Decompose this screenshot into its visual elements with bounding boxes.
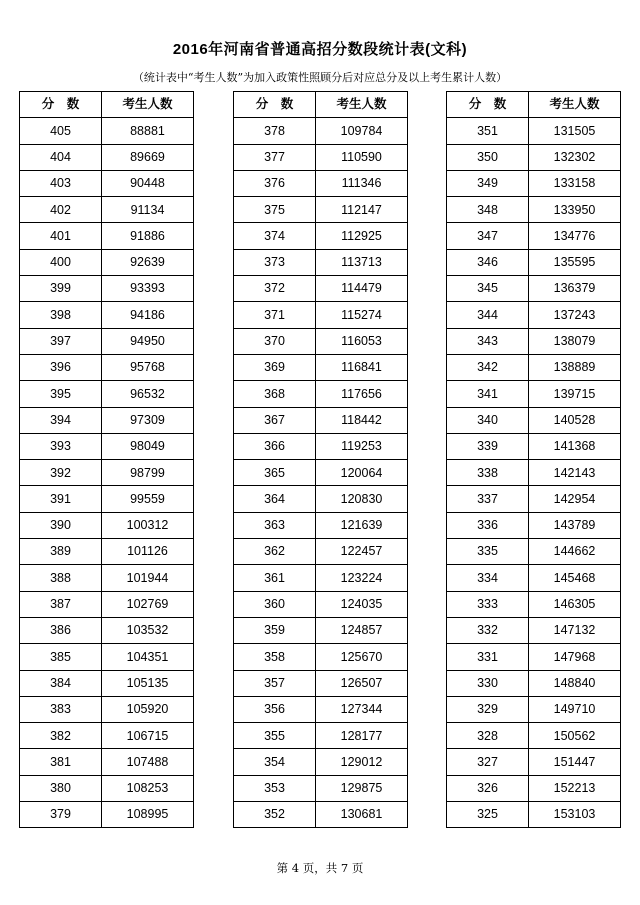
score-cell: 380 xyxy=(20,775,102,801)
score-cell: 384 xyxy=(20,670,102,696)
count-cell: 94950 xyxy=(102,328,194,354)
score-cell: 340 xyxy=(447,407,529,433)
table-header-row xyxy=(20,92,194,118)
score-cell: 377 xyxy=(234,144,316,170)
count-cell: 131505 xyxy=(529,118,621,144)
count-cell: 102769 xyxy=(102,591,194,617)
count-cell: 142143 xyxy=(529,460,621,486)
table-row xyxy=(20,249,194,275)
score-cell: 339 xyxy=(447,433,529,459)
table-row xyxy=(20,170,194,196)
score-cell: 403 xyxy=(20,170,102,196)
table-row xyxy=(234,381,408,407)
page-subtitle: （统计表中“考生人数”为加入政策性照顾分后对应总分及以上考生累计人数） xyxy=(132,71,508,84)
score-cell: 326 xyxy=(447,775,529,801)
score-cell: 363 xyxy=(234,512,316,538)
score-cell: 375 xyxy=(234,197,316,223)
table-row xyxy=(447,407,621,433)
count-cell: 141368 xyxy=(529,433,621,459)
count-cell: 135595 xyxy=(529,249,621,275)
score-cell: 341 xyxy=(447,381,529,407)
table-row xyxy=(20,144,194,170)
table-row xyxy=(447,144,621,170)
count-cell: 96532 xyxy=(102,381,194,407)
count-cell: 133158 xyxy=(529,170,621,196)
count-cell: 105920 xyxy=(102,696,194,722)
count-cell: 128177 xyxy=(316,723,408,749)
count-cell: 106715 xyxy=(102,723,194,749)
count-cell: 107488 xyxy=(102,749,194,775)
table-row xyxy=(447,696,621,722)
table-row xyxy=(447,723,621,749)
table-row xyxy=(20,617,194,643)
table-row xyxy=(447,670,621,696)
score-cell: 379 xyxy=(20,802,102,828)
table-row xyxy=(20,302,194,328)
count-cell: 93393 xyxy=(102,276,194,302)
table-row xyxy=(20,486,194,512)
count-cell: 117656 xyxy=(316,381,408,407)
table-row xyxy=(234,302,408,328)
table-row xyxy=(447,170,621,196)
count-cell: 110590 xyxy=(316,144,408,170)
score-cell: 397 xyxy=(20,328,102,354)
count-cell: 144662 xyxy=(529,539,621,565)
table-row xyxy=(20,512,194,538)
score-cell: 374 xyxy=(234,223,316,249)
score-cell: 344 xyxy=(447,302,529,328)
table-row xyxy=(20,197,194,223)
score-cell: 360 xyxy=(234,591,316,617)
count-cell: 113713 xyxy=(316,249,408,275)
table-row xyxy=(20,407,194,433)
table-row xyxy=(447,118,621,144)
table-row xyxy=(234,617,408,643)
count-cell: 104351 xyxy=(102,644,194,670)
count-cell: 97309 xyxy=(102,407,194,433)
score-cell: 373 xyxy=(234,249,316,275)
table-row xyxy=(234,565,408,591)
score-header: 分 数 xyxy=(234,92,316,118)
table-row xyxy=(20,354,194,380)
table-row xyxy=(20,644,194,670)
count-cell: 133950 xyxy=(529,197,621,223)
count-header: 考生人数 xyxy=(529,92,621,118)
table-row xyxy=(447,460,621,486)
table-row xyxy=(234,749,408,775)
score-header: 分 数 xyxy=(20,92,102,118)
score-cell: 335 xyxy=(447,539,529,565)
table-row xyxy=(234,433,408,459)
count-cell: 130681 xyxy=(316,802,408,828)
score-cell: 390 xyxy=(20,512,102,538)
score-cell: 399 xyxy=(20,276,102,302)
table-row xyxy=(20,591,194,617)
score-cell: 328 xyxy=(447,723,529,749)
count-cell: 147968 xyxy=(529,644,621,670)
table-row xyxy=(447,197,621,223)
score-cell: 365 xyxy=(234,460,316,486)
score-header: 分 数 xyxy=(447,92,529,118)
table-row xyxy=(447,354,621,380)
table-row xyxy=(234,249,408,275)
score-cell: 391 xyxy=(20,486,102,512)
count-cell: 149710 xyxy=(529,696,621,722)
score-cell: 392 xyxy=(20,460,102,486)
table-row xyxy=(234,197,408,223)
score-cell: 370 xyxy=(234,328,316,354)
count-cell: 138079 xyxy=(529,328,621,354)
table-row xyxy=(447,802,621,828)
count-cell: 120064 xyxy=(316,460,408,486)
table-row xyxy=(234,670,408,696)
score-cell: 342 xyxy=(447,354,529,380)
count-cell: 112147 xyxy=(316,197,408,223)
score-table-1 xyxy=(19,91,194,828)
count-cell: 91886 xyxy=(102,223,194,249)
table-row xyxy=(234,775,408,801)
table-row xyxy=(447,302,621,328)
table-row xyxy=(234,223,408,249)
count-cell: 120830 xyxy=(316,486,408,512)
score-cell: 327 xyxy=(447,749,529,775)
score-cell: 381 xyxy=(20,749,102,775)
count-cell: 150562 xyxy=(529,723,621,749)
table-row xyxy=(447,775,621,801)
table-row xyxy=(234,539,408,565)
count-cell: 99559 xyxy=(102,486,194,512)
count-cell: 109784 xyxy=(316,118,408,144)
count-cell: 143789 xyxy=(529,512,621,538)
score-cell: 376 xyxy=(234,170,316,196)
score-cell: 349 xyxy=(447,170,529,196)
score-cell: 356 xyxy=(234,696,316,722)
score-table-3 xyxy=(446,91,621,828)
table-row xyxy=(20,118,194,144)
count-cell: 153103 xyxy=(529,802,621,828)
count-cell: 145468 xyxy=(529,565,621,591)
count-cell: 138889 xyxy=(529,354,621,380)
count-cell: 148840 xyxy=(529,670,621,696)
table-row xyxy=(234,407,408,433)
table-row xyxy=(447,539,621,565)
score-cell: 362 xyxy=(234,539,316,565)
table-header-row xyxy=(234,92,408,118)
score-cell: 334 xyxy=(447,565,529,591)
count-cell: 129875 xyxy=(316,775,408,801)
count-cell: 98799 xyxy=(102,460,194,486)
score-cell: 330 xyxy=(447,670,529,696)
count-cell: 125670 xyxy=(316,644,408,670)
table-row xyxy=(447,512,621,538)
score-cell: 405 xyxy=(20,118,102,144)
table-row xyxy=(20,696,194,722)
count-cell: 139715 xyxy=(529,381,621,407)
table-row xyxy=(447,617,621,643)
table-row xyxy=(20,433,194,459)
count-cell: 119253 xyxy=(316,433,408,459)
score-cell: 394 xyxy=(20,407,102,433)
page-title: 2016年河南省普通高招分数段统计表(文科) xyxy=(172,41,468,58)
count-cell: 116841 xyxy=(316,354,408,380)
table-row xyxy=(20,328,194,354)
table-row xyxy=(234,696,408,722)
score-cell: 368 xyxy=(234,381,316,407)
table-row xyxy=(447,749,621,775)
count-cell: 108253 xyxy=(102,775,194,801)
table-row xyxy=(447,486,621,512)
table-row xyxy=(234,144,408,170)
count-cell: 101126 xyxy=(102,539,194,565)
score-cell: 401 xyxy=(20,223,102,249)
table-row xyxy=(234,723,408,749)
count-cell: 124035 xyxy=(316,591,408,617)
table-row xyxy=(20,723,194,749)
count-cell: 112925 xyxy=(316,223,408,249)
count-cell: 146305 xyxy=(529,591,621,617)
table-row xyxy=(447,328,621,354)
score-cell: 338 xyxy=(447,460,529,486)
table-row xyxy=(447,249,621,275)
score-cell: 386 xyxy=(20,617,102,643)
score-cell: 389 xyxy=(20,539,102,565)
count-header: 考生人数 xyxy=(102,92,194,118)
count-cell: 142954 xyxy=(529,486,621,512)
table-row xyxy=(447,565,621,591)
count-cell: 92639 xyxy=(102,249,194,275)
score-cell: 393 xyxy=(20,433,102,459)
score-cell: 372 xyxy=(234,276,316,302)
table-row xyxy=(447,591,621,617)
score-cell: 336 xyxy=(447,512,529,538)
table-row xyxy=(234,460,408,486)
count-cell: 95768 xyxy=(102,354,194,380)
table-row xyxy=(447,381,621,407)
score-cell: 378 xyxy=(234,118,316,144)
table-row xyxy=(234,276,408,302)
score-cell: 367 xyxy=(234,407,316,433)
count-cell: 126507 xyxy=(316,670,408,696)
count-cell: 111346 xyxy=(316,170,408,196)
score-table-2 xyxy=(233,91,408,828)
count-cell: 88881 xyxy=(102,118,194,144)
table-row xyxy=(20,565,194,591)
count-cell: 114479 xyxy=(316,276,408,302)
count-header: 考生人数 xyxy=(316,92,408,118)
score-cell: 325 xyxy=(447,802,529,828)
count-cell: 124857 xyxy=(316,617,408,643)
table-row xyxy=(234,328,408,354)
score-cell: 343 xyxy=(447,328,529,354)
score-cell: 331 xyxy=(447,644,529,670)
table-row xyxy=(234,170,408,196)
score-cell: 354 xyxy=(234,749,316,775)
table-row xyxy=(447,433,621,459)
count-cell: 103532 xyxy=(102,617,194,643)
page-footer: 第 4 页，共 7 页 xyxy=(276,861,364,875)
score-cell: 400 xyxy=(20,249,102,275)
count-cell: 147132 xyxy=(529,617,621,643)
table-row xyxy=(20,276,194,302)
table-row xyxy=(20,223,194,249)
table-row xyxy=(234,354,408,380)
count-cell: 118442 xyxy=(316,407,408,433)
score-cell: 358 xyxy=(234,644,316,670)
score-cell: 347 xyxy=(447,223,529,249)
table-row xyxy=(234,591,408,617)
count-cell: 90448 xyxy=(102,170,194,196)
score-cell: 371 xyxy=(234,302,316,328)
table-row xyxy=(234,802,408,828)
table-row xyxy=(447,223,621,249)
count-cell: 121639 xyxy=(316,512,408,538)
table-row xyxy=(20,802,194,828)
table-row xyxy=(234,512,408,538)
score-cell: 364 xyxy=(234,486,316,512)
count-cell: 134776 xyxy=(529,223,621,249)
table-row xyxy=(447,276,621,302)
count-cell: 108995 xyxy=(102,802,194,828)
score-cell: 350 xyxy=(447,144,529,170)
score-cell: 345 xyxy=(447,276,529,302)
score-cell: 353 xyxy=(234,775,316,801)
table-row xyxy=(20,775,194,801)
table-row xyxy=(20,670,194,696)
score-cell: 329 xyxy=(447,696,529,722)
table-row xyxy=(20,460,194,486)
table-row xyxy=(234,118,408,144)
count-cell: 105135 xyxy=(102,670,194,696)
score-cell: 351 xyxy=(447,118,529,144)
score-cell: 383 xyxy=(20,696,102,722)
score-cell: 398 xyxy=(20,302,102,328)
score-cell: 404 xyxy=(20,144,102,170)
score-cell: 396 xyxy=(20,354,102,380)
count-cell: 151447 xyxy=(529,749,621,775)
score-cell: 361 xyxy=(234,565,316,591)
count-cell: 136379 xyxy=(529,276,621,302)
count-cell: 116053 xyxy=(316,328,408,354)
table-row xyxy=(20,539,194,565)
score-cell: 382 xyxy=(20,723,102,749)
count-cell: 122457 xyxy=(316,539,408,565)
score-cell: 332 xyxy=(447,617,529,643)
count-cell: 98049 xyxy=(102,433,194,459)
count-cell: 132302 xyxy=(529,144,621,170)
count-cell: 152213 xyxy=(529,775,621,801)
score-cell: 357 xyxy=(234,670,316,696)
score-cell: 395 xyxy=(20,381,102,407)
count-cell: 91134 xyxy=(102,197,194,223)
count-cell: 140528 xyxy=(529,407,621,433)
count-cell: 101944 xyxy=(102,565,194,591)
table-row xyxy=(20,749,194,775)
count-cell: 129012 xyxy=(316,749,408,775)
score-cell: 346 xyxy=(447,249,529,275)
score-cell: 388 xyxy=(20,565,102,591)
score-cell: 337 xyxy=(447,486,529,512)
count-cell: 100312 xyxy=(102,512,194,538)
score-cell: 387 xyxy=(20,591,102,617)
count-cell: 94186 xyxy=(102,302,194,328)
score-cell: 369 xyxy=(234,354,316,380)
score-cell: 333 xyxy=(447,591,529,617)
count-cell: 115274 xyxy=(316,302,408,328)
score-cell: 359 xyxy=(234,617,316,643)
table-row xyxy=(447,644,621,670)
count-cell: 137243 xyxy=(529,302,621,328)
table-row xyxy=(20,381,194,407)
count-cell: 89669 xyxy=(102,144,194,170)
score-cell: 385 xyxy=(20,644,102,670)
table-row xyxy=(234,644,408,670)
table-header-row xyxy=(447,92,621,118)
score-cell: 355 xyxy=(234,723,316,749)
score-cell: 366 xyxy=(234,433,316,459)
table-row xyxy=(234,486,408,512)
score-cell: 352 xyxy=(234,802,316,828)
score-cell: 402 xyxy=(20,197,102,223)
count-cell: 123224 xyxy=(316,565,408,591)
score-cell: 348 xyxy=(447,197,529,223)
count-cell: 127344 xyxy=(316,696,408,722)
